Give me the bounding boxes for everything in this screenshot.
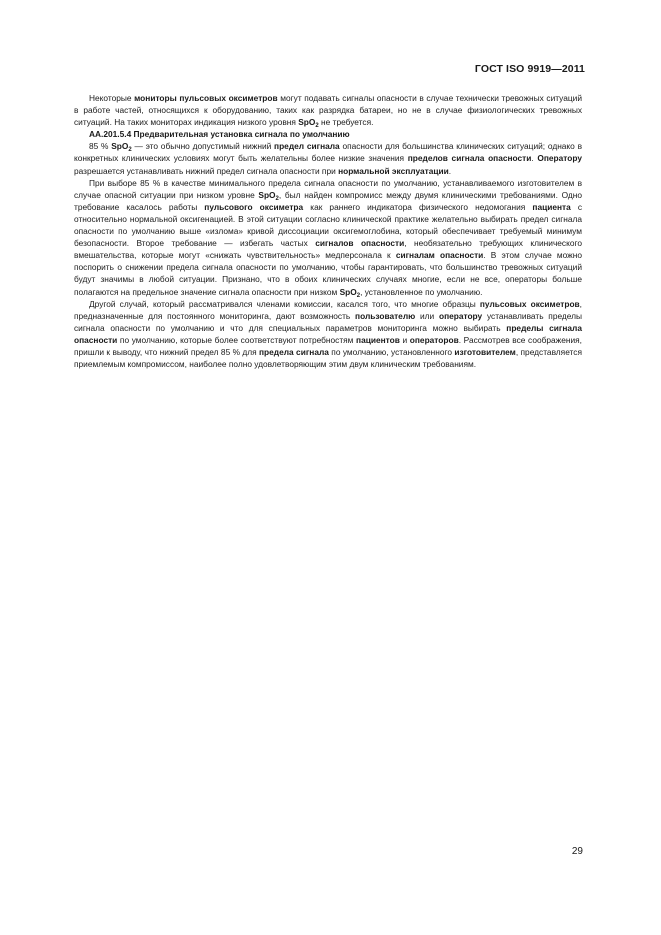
bold-term: SpO (258, 189, 276, 200)
text-run: по умолчанию, которые более соответствуют потребностям (117, 334, 357, 345)
bold-term: пациента (532, 201, 571, 212)
document-body (74, 92, 582, 370)
text-run: . Рассмотрев все соображения, пришли к выводу, что нижний предел 85 % для (74, 334, 582, 357)
bold-term: нормальной эксплуатации (338, 165, 449, 176)
page-number: 29 (571, 846, 583, 857)
text-run: , представляется приемлемым компромиссом, наиболее полно удовлетворяющим этим двум клиническим требованиям. (74, 346, 582, 370)
bold-term: пользователю (355, 310, 416, 321)
text-run: разрешается устанавливать нижний предел сигнала опасности при (74, 165, 339, 176)
text-run: или (415, 310, 439, 321)
text-run: , установленное по умолчанию. (360, 286, 483, 297)
text-run: по умолчанию, установленного (328, 346, 455, 357)
text-run: . В этом случае можно поспорить о снижении предела сигнала опасности по умолчанию, чтобы гарантировать, что большинство тревожных ситуаций будут значимы в любой ситуации. Признано, что в обоих клинических случаях многие, если не все, операторы больше полагаются на предельное значение сигнала опасности при низком (74, 250, 582, 297)
text-run: с относительно нормальной оксигенацией. В этой ситуации согласно клинической практике желательно выбирать предел сигнала опасности по умолчанию выше «излома» кривой диссоциации оксигемоглобина, который обеспечивает требуемый минимум безопасности. Второе требование — избегать частых (74, 201, 583, 249)
subscript: 2 (315, 123, 319, 130)
subscript: 2 (128, 147, 132, 154)
text-run: — это обычно допустимый нижний (131, 141, 275, 152)
text-run: Другой случай, который рассматривался членами комиссии, касался того, что многие образцы (89, 298, 480, 309)
bold-term: SpO (111, 141, 129, 152)
text-run: 85 % (89, 141, 112, 152)
text-run: , необязательно требующих клинического вмешательства, которые могут «снижать чувствительность» медперсонала к (74, 238, 582, 261)
body-paragraph (74, 92, 582, 128)
text-run: устанавливать пределы сигнала опасности по умолчанию и что для специальных параметров мониторинга можно выбирать (74, 310, 583, 333)
bold-term: пределов сигнала опасности (407, 153, 532, 164)
body-paragraph (74, 140, 582, 176)
body-paragraph (74, 177, 582, 298)
bold-term: предел сигнала (274, 141, 340, 152)
bold-term: SpO (298, 117, 316, 128)
text-run: AA.201.5.4 Предварительная установка сигнала по умолчанию (89, 129, 350, 140)
section-heading (74, 128, 582, 140)
bold-term: изготовителем (454, 346, 516, 357)
text-run: могут подавать сигналы опасности в случае технически тревожных ситуаций в работе частей, относящихся к оборудованию, таких как разрядка батареи, но не в случае физиологических тревожных ситуаций. На таких мониторах индикация низкого уровня (74, 93, 583, 128)
text-run: опасности для большинства клинических ситуаций; однако в конкретных клинических условиях могут быть желательны более низкие значения (74, 141, 583, 164)
subscript: 2 (275, 195, 279, 202)
text-run: . (448, 165, 452, 176)
bold-term: сигналам опасности (395, 250, 484, 261)
text-run: как раннего индикатора физического недомогания (303, 201, 533, 212)
text-run: не требуется. (318, 117, 374, 128)
text-run: , был найден компромисс между двумя клиническими требованиями. Одно требование касалось работы (74, 189, 582, 212)
bold-term: сигналов опасности (315, 238, 405, 249)
bold-term: предела сигнала (259, 346, 329, 357)
text-run: , предназначенные для постоянного мониторинга, дают возможность (74, 298, 582, 321)
bold-term: пациентов (356, 334, 400, 345)
text-run: . (531, 153, 538, 164)
document-header: ГОСТ ISO 9919—2011 (474, 63, 585, 75)
bold-term: оператору (438, 310, 483, 321)
body-paragraph (74, 298, 582, 371)
bold-term: Оператору (537, 153, 582, 164)
text-run: Некоторые (89, 93, 135, 103)
text-run: При выборе 85 % в качестве минимального предела сигнала опасности по умолчанию, устанавливаемого изготовителем в случае опасной ситуации при низком уровне (74, 177, 582, 200)
text-run: и (399, 334, 410, 345)
bold-term: операторов (409, 334, 459, 345)
bold-term: мониторы пульсовых оксиметров (134, 93, 278, 103)
bold-term: пределы сигнала опасности (74, 322, 583, 345)
subscript: 2 (356, 292, 361, 299)
bold-term: пульсовых оксиметров (479, 298, 580, 309)
bold-term: пульсового оксиметра (204, 201, 304, 212)
bold-term: SpO (339, 286, 357, 297)
